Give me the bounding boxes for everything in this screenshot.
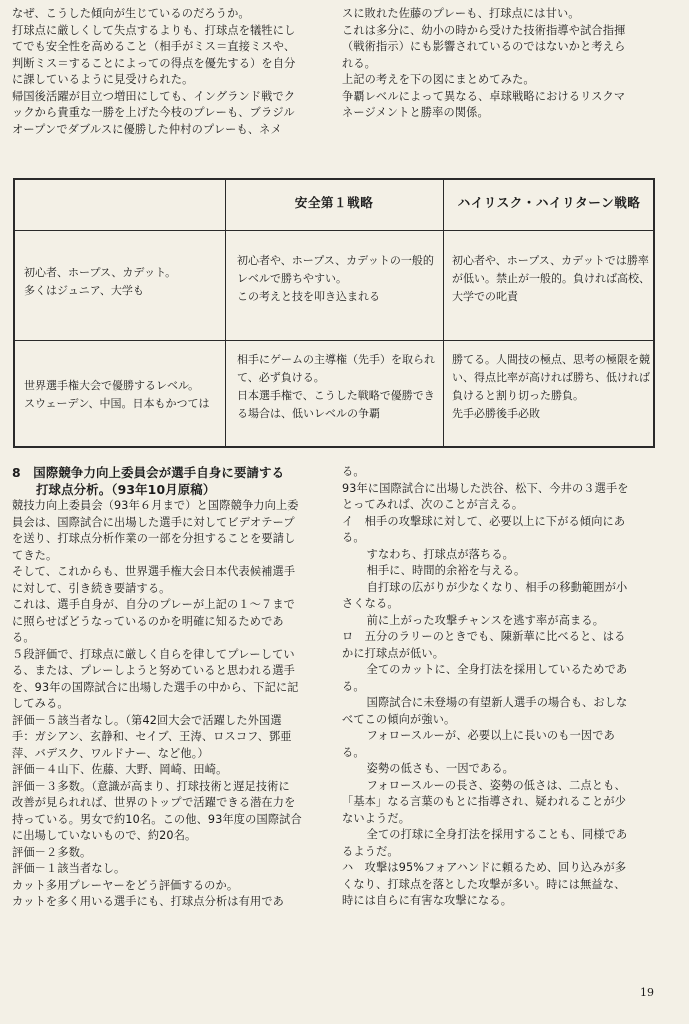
text-line: ックから貴重な一勝を上げた今枝のプレーも、ブラジル xyxy=(12,106,295,119)
cell-line: 日本選手権で、こうした戦略で優勝でき xyxy=(237,389,435,402)
cell-line: 先手必勝後手必敗 xyxy=(452,407,540,420)
text-line: フォロースルーの長さ、姿勢の低さは、二点とも、 xyxy=(366,778,626,792)
table-divider xyxy=(15,340,653,341)
text-line: 評価－４山下、佐藤、大野、岡崎、田崎。 xyxy=(12,763,228,776)
header-high-risk: ハイリスク・ハイリターン戦略 xyxy=(457,195,641,210)
text-line: る。 xyxy=(342,679,365,693)
strategy-table xyxy=(13,178,655,448)
text-line: に照らせばどうなっているのかを明確に知るためであ xyxy=(12,614,284,628)
text-line: オープンでダブルスに優勝した仲村のプレーも、ネメ xyxy=(12,122,282,136)
text-line: 持っている。男女で約10名。この他、93年度の国際試合 xyxy=(12,812,302,826)
text-line: 上記の考えを下の図にまとめてみた。 xyxy=(342,73,535,86)
text-line: を、93年の国際試合に出場した選手の中から、下記に記 xyxy=(12,680,299,694)
text-line: 評価－２多数。 xyxy=(12,845,92,859)
text-line: てきた。 xyxy=(12,548,58,562)
text-line: 打球点に厳しくして失点するよりも、打球点を犠牲にし xyxy=(12,23,296,37)
text-line: る。 xyxy=(342,745,365,759)
text-line: イ 相手の攻撃球に対して、必要以上に下がる傾向にあ xyxy=(342,514,626,528)
text-line: ないようだ。 xyxy=(342,811,411,825)
section-heading: 8 国際競争力向上委員会が選手自身に要請する xyxy=(12,465,285,480)
text-line: さくなる。 xyxy=(342,597,399,610)
text-line: 全ての打球に全身打法を採用することも、同様であ xyxy=(366,828,628,841)
text-line: れる。 xyxy=(342,56,377,70)
text-line: 国際試合に未登場の有望新人選手の場合も、おしな xyxy=(366,696,628,709)
text-line: 争覇レベルによって異なる、卓球戦略におけるリスクマ xyxy=(342,89,626,103)
text-line: 自打球の広がりが少なくなり、相手の移動範囲が小 xyxy=(366,580,628,594)
text-line: 帰国後活躍が目立つ増田にしても、イングランド戦でク xyxy=(12,89,296,103)
text-line: に課しているように見受けられた。 xyxy=(12,73,194,86)
cell-line: い、得点比率が高ければ勝ち、低ければ xyxy=(452,371,650,384)
top-left-column xyxy=(12,6,330,138)
page-number: 19 xyxy=(640,986,654,999)
text-line: 萍、バデスク、ワルドナー、など他。） xyxy=(12,746,209,760)
text-line: る。 xyxy=(12,631,35,644)
text-line: 評価－１該当者なし。 xyxy=(12,862,126,875)
table-divider xyxy=(225,180,226,446)
cell-line: レベルで勝ちやすい。 xyxy=(237,272,347,285)
cell-line: が低い。禁止が一般的。負ければ高校、 xyxy=(452,272,650,285)
text-line: 判断ミス＝することによっての得点を優先する）を自分 xyxy=(12,56,296,70)
text-line: くなり、打球点を落とした攻撃が多い。時には無益な、 xyxy=(342,877,626,891)
text-line: カットを多く用いる選手にも、打球点分析は有用であ xyxy=(12,895,284,908)
cell-line: 負けると割り切った勝負。 xyxy=(452,389,584,402)
text-line: に対して、引き続き要請する。 xyxy=(12,581,171,595)
text-line: ５段評価で、打球点に厳しく自らを律してプレーしてい xyxy=(12,647,295,661)
text-line: これは多分に、幼小の時から受けた技術指導や試合指揮 xyxy=(342,23,626,37)
text-line: る。 xyxy=(342,531,365,544)
text-line: 評価－５該当者なし。（第42回大会で活躍した外国選 xyxy=(12,713,282,727)
cell-line: 世界選手権大会で優勝するレベル。 xyxy=(24,379,200,392)
row2-risk-cell xyxy=(452,351,650,423)
cell-line: 初心者や、ホープス、カデットでは勝率 xyxy=(452,254,649,267)
row1-safe-cell xyxy=(237,252,434,306)
text-line: そして、これからも、世界選手権大会日本代表候補選手 xyxy=(12,565,296,578)
table-divider xyxy=(15,230,653,231)
text-line: フォロースルーが、必要以上に長いのも一因であ xyxy=(366,729,615,742)
cell-line: 勝てる。人間技の極点、思考の極限を競 xyxy=(452,353,650,366)
text-line: 全てのカットに、全身打法を採用しているためであ xyxy=(366,663,628,676)
section-heading-sub: 打球点分析。（93年10月原稿） xyxy=(36,482,216,497)
text-line: る。 xyxy=(342,465,365,478)
cell-line: 多くはジュニア、大学も xyxy=(24,284,144,297)
text-line: カット多用プレーヤーをどう評価するのか。 xyxy=(12,878,239,892)
cell-line: 初心者や、ホープス、カデットの一般的 xyxy=(237,254,434,267)
cell-line: 相手にゲームの主導権（先手）を取られ xyxy=(237,353,435,366)
row1-risk-cell xyxy=(452,252,650,306)
text-line: 93年に国際試合に出場した渋谷、松下、今井の３選手を xyxy=(342,481,629,495)
text-line: ハ 攻撃は95%フォアハンドに頼るため、回り込みが多 xyxy=(342,861,627,874)
bottom-left-column xyxy=(12,464,330,911)
cell-line: 大学での叱責 xyxy=(452,290,518,303)
text-line: 前に上がった攻撃チャンスを逃す率が高まる。 xyxy=(366,613,605,627)
text-line: 員会は、国際試合に出場した選手に対してビデオテープ xyxy=(12,515,295,529)
top-right-column xyxy=(342,6,672,122)
text-line: これは、選手自身が、自分のプレーが上記の１～７まで xyxy=(12,598,295,611)
text-line: べてこの傾向が強い。 xyxy=(342,712,456,726)
cell-line: る場合は、低いレベルの争覇 xyxy=(237,407,380,420)
text-line: （戦術指示）にも影響されているのではないかと考えら xyxy=(342,40,626,53)
cell-line: スウェーデン、中国。日本もかつては xyxy=(24,397,210,410)
text-line: 手：ガシアン、玄静和、セイブ、王涛、ロスコフ、鄧亜 xyxy=(12,730,292,743)
text-line: 相手に、時間的余裕を与える。 xyxy=(366,564,526,577)
table-divider xyxy=(443,180,444,446)
text-line: なぜ、こうした傾向が生じているのだろうか。 xyxy=(12,7,250,20)
cell-line: 初心者、ホープス、カデット。 xyxy=(24,266,177,279)
text-line: 時には自らに有害な攻撃になる。 xyxy=(342,894,513,907)
text-line: スに敗れた佐藤のプレーも、打球点には甘い。 xyxy=(342,7,580,20)
bottom-right-column xyxy=(342,464,672,910)
text-line: 改善が見られれば、世界のトップで活躍できる潜在力を xyxy=(12,796,296,809)
text-line: すなわち、打球点が落ちる。 xyxy=(366,547,515,561)
text-line: 姿勢の低さも、一因である。 xyxy=(366,762,515,775)
row2-level-cell xyxy=(24,377,209,413)
text-line: てでも安全性を高めること（相手がミス＝直接ミスや、 xyxy=(12,40,296,53)
text-line: る、または、プレーしようと努めていると思われる選手 xyxy=(12,664,295,677)
text-line: ネージメントと勝率の関係。 xyxy=(342,106,489,119)
text-line: 評価－３多数。（意識が高まり、打球技術と遅足技術に xyxy=(12,779,290,793)
cell-line: て、必ず負ける。 xyxy=(237,371,325,384)
header-safe-first: 安全第１戦略 xyxy=(294,195,374,210)
text-line: してみる。 xyxy=(12,697,69,710)
text-line: とってみれば、次のことが言える。 xyxy=(342,498,524,511)
cell-line: この考えと技を叩き込まれる xyxy=(237,290,380,303)
text-line: を送り、打球点分析作業の一部を分担することを要請し xyxy=(12,532,296,545)
text-line: かに打球点が低い。 xyxy=(342,646,445,660)
text-line: ロ 五分のラリーのときでも、陳新華に比べると、はる xyxy=(342,630,626,643)
text-line: 「基本」なる言葉のもとに指導され、疑われることが少 xyxy=(342,795,627,808)
text-line: るようだ。 xyxy=(342,844,399,858)
text-line: 競技力向上委員会（93年６月まで）と国際競争力向上委 xyxy=(12,499,299,512)
row2-safe-cell xyxy=(237,351,435,423)
row1-level-cell xyxy=(24,264,176,300)
text-line: に出場していないもので、約20名。 xyxy=(12,829,197,842)
